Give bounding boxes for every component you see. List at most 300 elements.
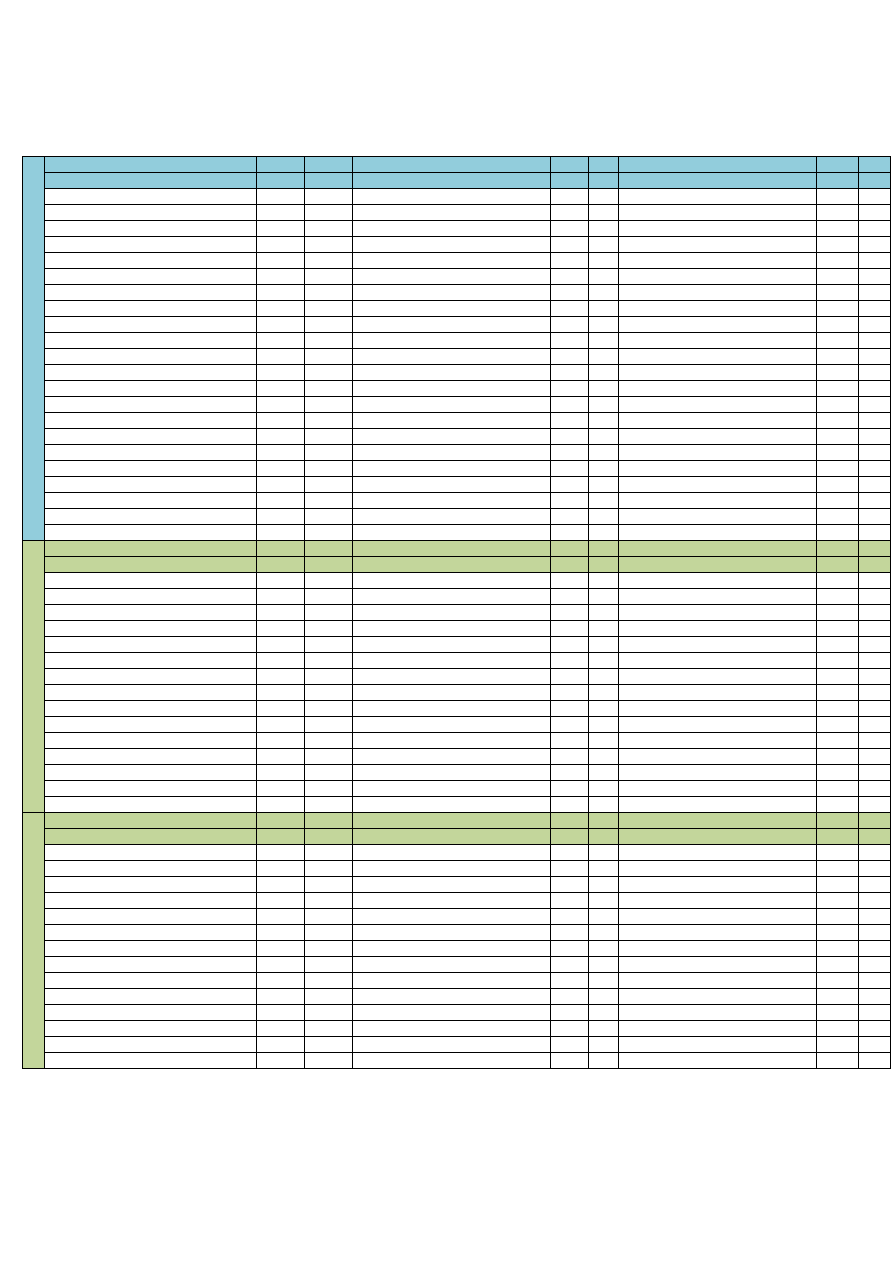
cell[interactable] (305, 525, 353, 541)
table-row[interactable] (23, 573, 891, 589)
cell[interactable] (257, 413, 305, 429)
cell[interactable] (589, 509, 619, 525)
cell[interactable] (305, 605, 353, 621)
cell[interactable] (551, 541, 589, 557)
cell[interactable] (619, 461, 817, 477)
cell[interactable] (619, 669, 817, 685)
table-band-row[interactable] (23, 157, 891, 173)
cell[interactable] (45, 221, 257, 237)
cell[interactable] (859, 781, 891, 797)
cell[interactable] (45, 541, 257, 557)
cell[interactable] (589, 749, 619, 765)
cell[interactable] (589, 605, 619, 621)
cell[interactable] (619, 733, 817, 749)
cell[interactable] (305, 557, 353, 573)
cell[interactable] (817, 589, 859, 605)
table-row[interactable] (23, 301, 891, 317)
cell[interactable] (589, 813, 619, 829)
cell[interactable] (817, 1021, 859, 1037)
cell[interactable] (551, 205, 589, 221)
cell[interactable] (551, 733, 589, 749)
cell[interactable] (859, 1053, 891, 1069)
cell[interactable] (551, 477, 589, 493)
cell[interactable] (551, 685, 589, 701)
cell[interactable] (859, 589, 891, 605)
cell[interactable] (551, 445, 589, 461)
cell[interactable] (353, 509, 551, 525)
cell[interactable] (353, 957, 551, 973)
cell[interactable] (859, 525, 891, 541)
cell[interactable] (859, 813, 891, 829)
cell[interactable] (589, 1037, 619, 1053)
cell[interactable] (859, 1021, 891, 1037)
cell[interactable] (305, 573, 353, 589)
cell[interactable] (551, 285, 589, 301)
table-row[interactable] (23, 429, 891, 445)
cell[interactable] (45, 397, 257, 413)
cell[interactable] (305, 957, 353, 973)
cell[interactable] (817, 813, 859, 829)
cell[interactable] (551, 269, 589, 285)
table-row[interactable] (23, 749, 891, 765)
cell[interactable] (589, 1053, 619, 1069)
cell[interactable] (817, 397, 859, 413)
cell[interactable] (257, 365, 305, 381)
table-band-row[interactable] (23, 557, 891, 573)
cell[interactable] (353, 205, 551, 221)
cell[interactable] (619, 237, 817, 253)
cell[interactable] (305, 173, 353, 189)
cell[interactable] (859, 285, 891, 301)
cell[interactable] (353, 893, 551, 909)
cell[interactable] (257, 157, 305, 173)
cell[interactable] (353, 189, 551, 205)
cell[interactable] (353, 653, 551, 669)
cell[interactable] (817, 205, 859, 221)
cell[interactable] (257, 573, 305, 589)
cell[interactable] (551, 509, 589, 525)
cell[interactable] (589, 157, 619, 173)
cell[interactable] (817, 925, 859, 941)
cell[interactable] (305, 205, 353, 221)
cell[interactable] (619, 541, 817, 557)
cell[interactable] (619, 813, 817, 829)
cell[interactable] (817, 909, 859, 925)
cell[interactable] (619, 1021, 817, 1037)
cell[interactable] (45, 173, 257, 189)
cell[interactable] (257, 765, 305, 781)
cell[interactable] (45, 781, 257, 797)
cell[interactable] (257, 541, 305, 557)
cell[interactable] (859, 237, 891, 253)
cell[interactable] (589, 333, 619, 349)
table-row[interactable] (23, 189, 891, 205)
cell[interactable] (817, 621, 859, 637)
cell[interactable] (45, 861, 257, 877)
cell[interactable] (353, 797, 551, 813)
cell[interactable] (257, 253, 305, 269)
cell[interactable] (305, 333, 353, 349)
cell[interactable] (551, 861, 589, 877)
cell[interactable] (45, 157, 257, 173)
cell[interactable] (353, 525, 551, 541)
cell[interactable] (817, 1005, 859, 1021)
cell[interactable] (551, 413, 589, 429)
cell[interactable] (45, 925, 257, 941)
cell[interactable] (551, 589, 589, 605)
cell[interactable] (589, 397, 619, 413)
cell[interactable] (45, 637, 257, 653)
cell[interactable] (257, 397, 305, 413)
table-row[interactable] (23, 845, 891, 861)
cell[interactable] (45, 765, 257, 781)
cell[interactable] (353, 157, 551, 173)
cell[interactable] (257, 557, 305, 573)
cell[interactable] (257, 797, 305, 813)
cell[interactable] (619, 621, 817, 637)
table-row[interactable] (23, 653, 891, 669)
cell[interactable] (551, 237, 589, 253)
cell[interactable] (589, 189, 619, 205)
cell[interactable] (817, 189, 859, 205)
cell[interactable] (619, 269, 817, 285)
cell[interactable] (353, 493, 551, 509)
cell[interactable] (305, 701, 353, 717)
cell[interactable] (305, 861, 353, 877)
cell[interactable] (353, 1005, 551, 1021)
cell[interactable] (257, 381, 305, 397)
cell[interactable] (353, 349, 551, 365)
cell[interactable] (619, 381, 817, 397)
cell[interactable] (859, 301, 891, 317)
cell[interactable] (619, 685, 817, 701)
cell[interactable] (45, 461, 257, 477)
cell[interactable] (353, 317, 551, 333)
cell[interactable] (257, 957, 305, 973)
cell[interactable] (589, 781, 619, 797)
cell[interactable] (305, 989, 353, 1005)
cell[interactable] (817, 941, 859, 957)
cell[interactable] (589, 285, 619, 301)
cell[interactable] (619, 845, 817, 861)
cell[interactable] (305, 765, 353, 781)
cell[interactable] (257, 781, 305, 797)
cell[interactable] (257, 317, 305, 333)
cell[interactable] (619, 653, 817, 669)
cell[interactable] (353, 1053, 551, 1069)
cell[interactable] (305, 941, 353, 957)
cell[interactable] (859, 925, 891, 941)
cell[interactable] (45, 237, 257, 253)
cell[interactable] (305, 157, 353, 173)
cell[interactable] (817, 637, 859, 653)
cell[interactable] (551, 941, 589, 957)
cell[interactable] (305, 493, 353, 509)
cell[interactable] (257, 909, 305, 925)
cell[interactable] (45, 1053, 257, 1069)
cell[interactable] (551, 781, 589, 797)
cell[interactable] (589, 621, 619, 637)
cell[interactable] (859, 941, 891, 957)
cell[interactable] (257, 605, 305, 621)
cell[interactable] (551, 221, 589, 237)
cell[interactable] (353, 413, 551, 429)
cell[interactable] (257, 829, 305, 845)
cell[interactable] (305, 797, 353, 813)
cell[interactable] (257, 925, 305, 941)
cell[interactable] (859, 509, 891, 525)
cell[interactable] (551, 717, 589, 733)
cell[interactable] (619, 829, 817, 845)
cell[interactable] (619, 413, 817, 429)
cell[interactable] (551, 765, 589, 781)
cell[interactable] (551, 301, 589, 317)
cell[interactable] (45, 717, 257, 733)
table-band-row[interactable] (23, 813, 891, 829)
cell[interactable] (45, 205, 257, 221)
cell[interactable] (817, 493, 859, 509)
cell[interactable] (619, 877, 817, 893)
cell[interactable] (353, 861, 551, 877)
cell[interactable] (305, 893, 353, 909)
cell[interactable] (589, 941, 619, 957)
cell[interactable] (45, 365, 257, 381)
cell[interactable] (353, 333, 551, 349)
cell[interactable] (859, 477, 891, 493)
cell[interactable] (45, 1037, 257, 1053)
cell[interactable] (45, 493, 257, 509)
cell[interactable] (589, 237, 619, 253)
cell[interactable] (45, 189, 257, 205)
table-row[interactable] (23, 509, 891, 525)
cell[interactable] (45, 733, 257, 749)
cell[interactable] (619, 525, 817, 541)
cell[interactable] (353, 301, 551, 317)
cell[interactable] (859, 989, 891, 1005)
cell[interactable] (817, 173, 859, 189)
cell[interactable] (305, 477, 353, 493)
cell[interactable] (353, 541, 551, 557)
cell[interactable] (305, 461, 353, 477)
cell[interactable] (353, 429, 551, 445)
cell[interactable] (589, 893, 619, 909)
cell[interactable] (45, 701, 257, 717)
cell[interactable] (353, 221, 551, 237)
table-row[interactable] (23, 893, 891, 909)
cell[interactable] (589, 669, 619, 685)
cell[interactable] (817, 333, 859, 349)
cell[interactable] (619, 157, 817, 173)
cell[interactable] (257, 813, 305, 829)
cell[interactable] (817, 989, 859, 1005)
cell[interactable] (305, 509, 353, 525)
cell[interactable] (305, 685, 353, 701)
table-row[interactable] (23, 765, 891, 781)
cell[interactable] (817, 653, 859, 669)
cell[interactable] (257, 477, 305, 493)
cell[interactable] (859, 733, 891, 749)
cell[interactable] (257, 973, 305, 989)
cell[interactable] (353, 829, 551, 845)
cell[interactable] (45, 797, 257, 813)
cell[interactable] (353, 285, 551, 301)
cell[interactable] (859, 157, 891, 173)
cell[interactable] (589, 381, 619, 397)
cell[interactable] (305, 621, 353, 637)
table-row[interactable] (23, 781, 891, 797)
table-row[interactable] (23, 413, 891, 429)
cell[interactable] (589, 493, 619, 509)
cell[interactable] (305, 349, 353, 365)
cell[interactable] (859, 717, 891, 733)
cell[interactable] (257, 637, 305, 653)
cell[interactable] (551, 893, 589, 909)
cell[interactable] (817, 749, 859, 765)
cell[interactable] (353, 253, 551, 269)
table-row[interactable] (23, 349, 891, 365)
cell[interactable] (859, 493, 891, 509)
cell[interactable] (589, 637, 619, 653)
table-row[interactable] (23, 973, 891, 989)
cell[interactable] (45, 509, 257, 525)
cell[interactable] (817, 253, 859, 269)
cell[interactable] (817, 381, 859, 397)
cell[interactable] (619, 429, 817, 445)
cell[interactable] (619, 317, 817, 333)
cell[interactable] (619, 1053, 817, 1069)
cell[interactable] (305, 749, 353, 765)
table-row[interactable] (23, 605, 891, 621)
cell[interactable] (305, 445, 353, 461)
cell[interactable] (551, 973, 589, 989)
table-row[interactable] (23, 589, 891, 605)
cell[interactable] (817, 877, 859, 893)
cell[interactable] (45, 829, 257, 845)
cell[interactable] (589, 477, 619, 493)
cell[interactable] (551, 1037, 589, 1053)
cell[interactable] (353, 1037, 551, 1053)
cell[interactable] (817, 669, 859, 685)
cell[interactable] (859, 541, 891, 557)
table-row[interactable] (23, 861, 891, 877)
cell[interactable] (859, 349, 891, 365)
cell[interactable] (859, 1005, 891, 1021)
table-row[interactable] (23, 637, 891, 653)
cell[interactable] (817, 557, 859, 573)
cell[interactable] (589, 1021, 619, 1037)
cell[interactable] (859, 365, 891, 381)
cell[interactable] (817, 365, 859, 381)
table-row[interactable] (23, 445, 891, 461)
cell[interactable] (619, 1005, 817, 1021)
cell[interactable] (257, 269, 305, 285)
cell[interactable] (859, 381, 891, 397)
cell[interactable] (551, 557, 589, 573)
cell[interactable] (859, 749, 891, 765)
cell[interactable] (257, 733, 305, 749)
cell[interactable] (257, 749, 305, 765)
cell[interactable] (589, 413, 619, 429)
cell[interactable] (353, 973, 551, 989)
cell[interactable] (257, 205, 305, 221)
cell[interactable] (551, 957, 589, 973)
cell[interactable] (619, 285, 817, 301)
cell[interactable] (859, 317, 891, 333)
cell[interactable] (551, 429, 589, 445)
cell[interactable] (817, 509, 859, 525)
cell[interactable] (817, 781, 859, 797)
cell[interactable] (619, 861, 817, 877)
cell[interactable] (45, 653, 257, 669)
cell[interactable] (305, 429, 353, 445)
cell[interactable] (817, 797, 859, 813)
cell[interactable] (817, 861, 859, 877)
cell[interactable] (305, 365, 353, 381)
cell[interactable] (257, 509, 305, 525)
cell[interactable] (619, 909, 817, 925)
cell[interactable] (817, 733, 859, 749)
cell[interactable] (859, 861, 891, 877)
cell[interactable] (45, 941, 257, 957)
cell[interactable] (589, 221, 619, 237)
cell[interactable] (589, 973, 619, 989)
cell[interactable] (619, 1037, 817, 1053)
table-row[interactable] (23, 381, 891, 397)
table-band-row[interactable] (23, 541, 891, 557)
cell[interactable] (45, 317, 257, 333)
cell[interactable] (589, 829, 619, 845)
table-row[interactable] (23, 525, 891, 541)
cell[interactable] (551, 573, 589, 589)
cell[interactable] (551, 989, 589, 1005)
cell[interactable] (551, 157, 589, 173)
cell[interactable] (257, 1021, 305, 1037)
cell[interactable] (551, 605, 589, 621)
cell[interactable] (551, 381, 589, 397)
cell[interactable] (859, 621, 891, 637)
cell[interactable] (859, 829, 891, 845)
cell[interactable] (859, 797, 891, 813)
cell[interactable] (353, 877, 551, 893)
cell[interactable] (619, 189, 817, 205)
cell[interactable] (257, 349, 305, 365)
table-row[interactable] (23, 685, 891, 701)
table-row[interactable] (23, 285, 891, 301)
cell[interactable] (619, 973, 817, 989)
cell[interactable] (257, 189, 305, 205)
cell[interactable] (859, 173, 891, 189)
cell[interactable] (305, 1053, 353, 1069)
cell[interactable] (619, 797, 817, 813)
cell[interactable] (305, 589, 353, 605)
cell[interactable] (589, 429, 619, 445)
cell[interactable] (859, 397, 891, 413)
cell[interactable] (45, 349, 257, 365)
cell[interactable] (353, 701, 551, 717)
cell[interactable] (353, 557, 551, 573)
cell[interactable] (45, 989, 257, 1005)
cell[interactable] (589, 461, 619, 477)
cell[interactable] (45, 269, 257, 285)
cell[interactable] (859, 429, 891, 445)
cell[interactable] (589, 877, 619, 893)
cell[interactable] (859, 973, 891, 989)
cell[interactable] (817, 317, 859, 333)
cell[interactable] (619, 925, 817, 941)
cell[interactable] (859, 189, 891, 205)
cell[interactable] (859, 205, 891, 221)
cell[interactable] (551, 1005, 589, 1021)
